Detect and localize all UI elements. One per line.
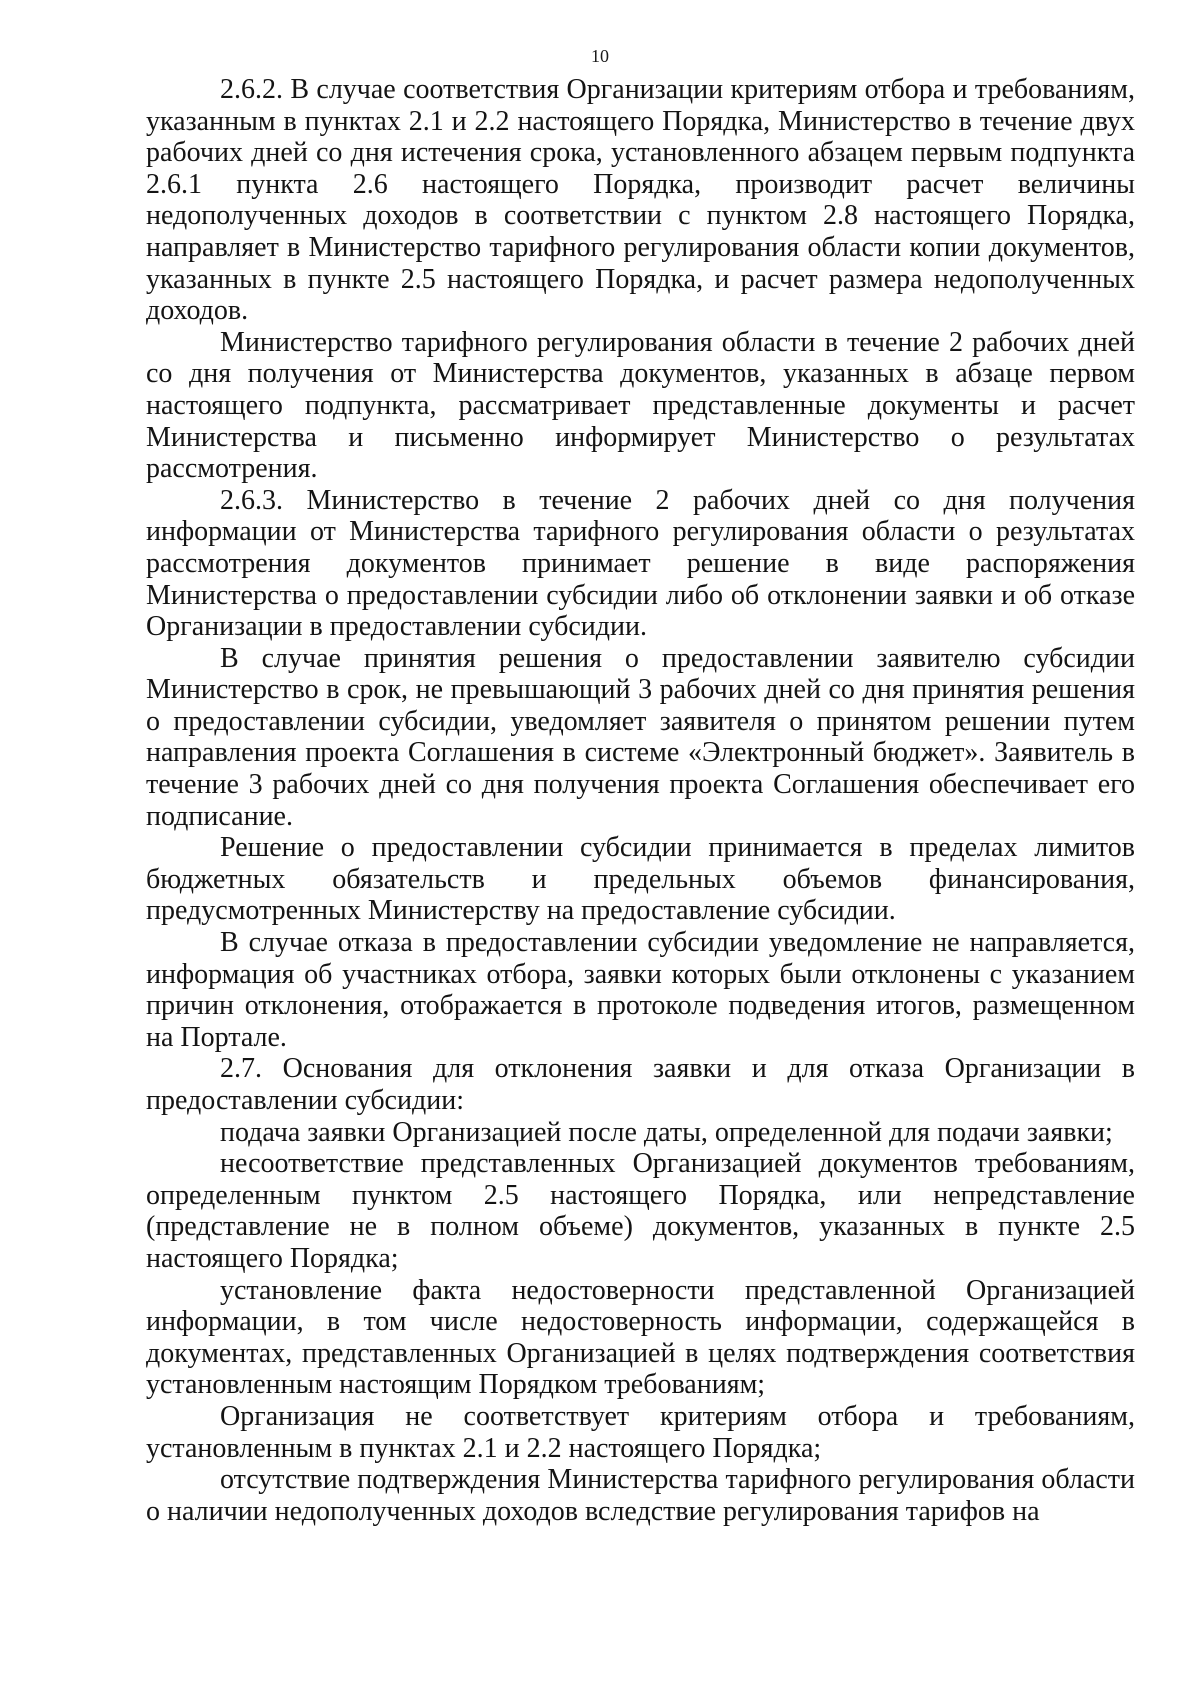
paragraph-2-6-2: 2.6.2. В случае соответствия Организации критериям отбора и требованиям, указанным в пунктах 2.1 и 2.2 настоящего Порядка, Министерство в течение двух рабочих дней со дня истечения срока, установленного абзацем первым подпункта 2.6.1 пункта 2.6 настоящего Порядка, производит расчет величины недополученных доходов в соответствии с пунктом 2.8 настоящего Порядка, направляет в Министерство тарифного регулирования области копии документов, указанных в пункте 2.5 настоящего Порядка, и расчет размера недополученных доходов. xyxy=(146,74,1135,327)
list-item-no-confirmation: отсутствие подтверждения Министерства тарифного регулирования области о наличии недополученных доходов вследствие регулирования тарифов на xyxy=(146,1464,1135,1527)
paragraph-tariff-ministry-review: Министерство тарифного регулирования области в течение 2 рабочих дней со дня получения от Министерства документов, указанных в абзаце первом настоящего подпункта, рассматривает представленные документы и расчет Министерства и письменно информирует Министерство о результатах рассмотрения. xyxy=(146,326,1135,485)
list-item-document-mismatch: несоответствие представленных Организацией документов требованиям, определенным пунктом 2.5 настоящего Порядка, или непредставление (представление не в полном объеме) документов, указанных в пункте 2.5 настоящего Порядка; xyxy=(146,1148,1135,1274)
document-body xyxy=(146,74,1135,1527)
paragraph-refusal-notice: В случае отказа в предоставлении субсидии уведомление не направляется, информация об участниках отбора, заявки которых были отклонены с указанием причин отклонения, отображается в протоколе подведения итогов, размещенном на Портале. xyxy=(146,927,1135,1053)
paragraph-budget-limits: Решение о предоставлении субсидии принимается в пределах лимитов бюджетных обязательств и предельных объемов финансирования, предусмотренных Министерству на предоставление субсидии. xyxy=(146,832,1135,927)
page-number: 10 xyxy=(591,46,609,66)
paragraph-decision-notification: В случае принятия решения о предоставлении заявителю субсидии Министерство в срок, не превышающий 3 рабочих дней со дня принятия решения о предоставлении субсидии, уведомляет заявителя о принятом решении путем направления проекта Соглашения в системе «Электронный бюджет». Заявитель в течение 3 рабочих дней со дня получения проекта Соглашения обеспечивает его подписание. xyxy=(146,642,1135,832)
list-item-unreliable-info: установление факта недостоверности представленной Организацией информации, в том числе недостоверность информации, содержащейся в документах, представленных Организацией в целях подтверждения соответствия установленным настоящим Порядком требованиям; xyxy=(146,1274,1135,1401)
list-item-late-submission: подача заявки Организацией после даты, определенной для подачи заявки; xyxy=(220,1116,1113,1148)
list-item-criteria-mismatch: Организация не соответствует критериям отбора и требованиям, установленным в пунктах 2.1 и 2.2 настоящего Порядка; xyxy=(146,1400,1135,1464)
paragraph-2-7: 2.7. Основания для отклонения заявки и для отказа Организации в предоставлении субсидии: xyxy=(146,1053,1135,1116)
paragraph-2-6-3: 2.6.3. Министерство в течение 2 рабочих дней со дня получения информации от Министерства тарифного регулирования области о результатах рассмотрения документов принимает решение в виде распоряжения Министерства о предоставлении субсидии либо об отклонении заявки и об отказе Организации в предоставлении субсидии. xyxy=(146,484,1135,643)
